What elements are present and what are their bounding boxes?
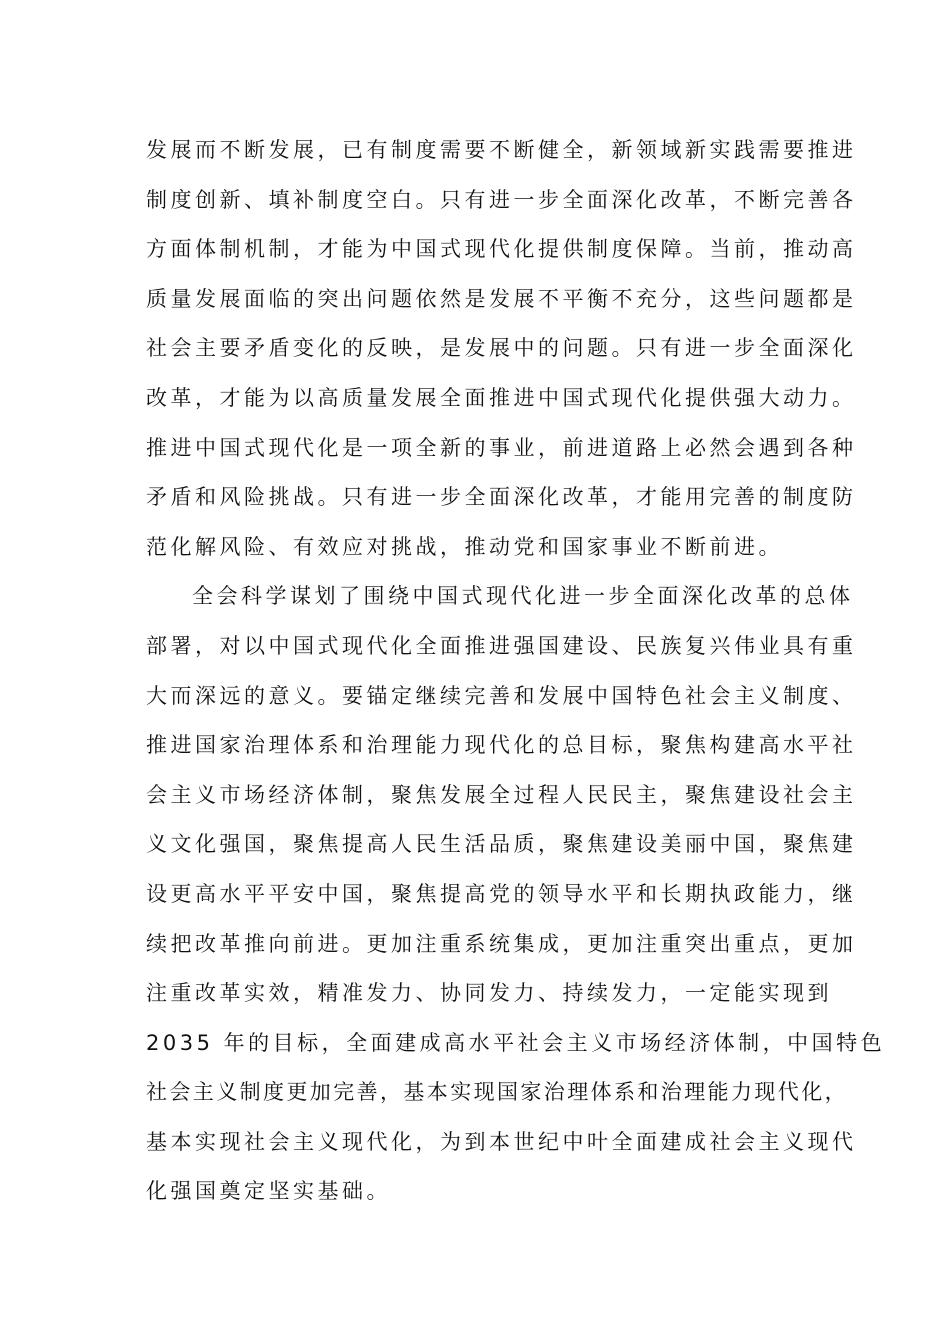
text-line: 质量发展面临的突出问题依然是发展不平衡不充分，这些问题都是 bbox=[146, 286, 857, 311]
text-line: 化强国奠定坚实基础。 bbox=[146, 1179, 391, 1204]
text-line: 义文化强国，聚焦提高人民生活品质，聚焦建设美丽中国，聚焦建 bbox=[146, 832, 857, 857]
text-line: 范化解风险、有效应对挑战，推动党和国家事业不断前进。 bbox=[146, 534, 783, 559]
text-line: 全会科学谋划了围绕中国式现代化进一步全面深化改革的总体 bbox=[192, 584, 854, 609]
text-line: 发展而不断发展，已有制度需要不断健全，新领域新实践需要推进 bbox=[146, 138, 857, 162]
body-text bbox=[146, 126, 886, 1217]
paragraph-2 bbox=[146, 572, 886, 1217]
text-line: 会主义市场经济体制，聚焦发展全过程人民民主，聚焦建设社会主 bbox=[146, 782, 857, 807]
text-line: 社会主要矛盾变化的反映，是发展中的问题。只有进一步全面深化 bbox=[146, 336, 857, 361]
text-line: 推进中国式现代化是一项全新的事业，前进道路上必然会遇到各种 bbox=[146, 435, 857, 460]
text-line: 推进国家治理体系和治理能力现代化的总目标，聚焦构建高水平社 bbox=[146, 733, 857, 758]
text-line: 方面体制机制，才能为中国式现代化提供制度保障。当前，推动高 bbox=[146, 237, 857, 262]
text-line: 矛盾和风险挑战。只有进一步全面深化改革，才能用完善的制度防 bbox=[146, 485, 857, 510]
text-line: 2035 年的目标，全面建成高水平社会主义市场经济体制，中国特色 bbox=[146, 1030, 886, 1055]
text-line: 大而深远的意义。要锚定继续完善和发展中国特色社会主义制度、 bbox=[146, 683, 857, 708]
text-line: 设更高水平平安中国，聚焦提高党的领导水平和长期执政能力，继 bbox=[146, 881, 857, 906]
text-line: 续把改革推向前进。更加注重系统集成，更加注重突出重点，更加 bbox=[146, 931, 857, 956]
text-line: 基本实现社会主义现代化，为到本世纪中叶全面建成社会主义现代 bbox=[146, 1129, 857, 1154]
paragraph-1 bbox=[146, 126, 857, 572]
text-line: 注重改革实效，精准发力、协同发力、持续发力，一定能实现到 bbox=[146, 981, 832, 1006]
text-line: 部署，对以中国式现代化全面推进强国建设、民族复兴伟业具有重 bbox=[146, 633, 857, 658]
text-line: 制度创新、填补制度空白。只有进一步全面深化改革，不断完善各 bbox=[146, 187, 857, 212]
text-line: 改革，才能为以高质量发展全面推进中国式现代化提供强大动力。 bbox=[146, 385, 857, 410]
text-line: 社会主义制度更加完善，基本实现国家治理体系和治理能力现代化， bbox=[146, 1080, 848, 1105]
